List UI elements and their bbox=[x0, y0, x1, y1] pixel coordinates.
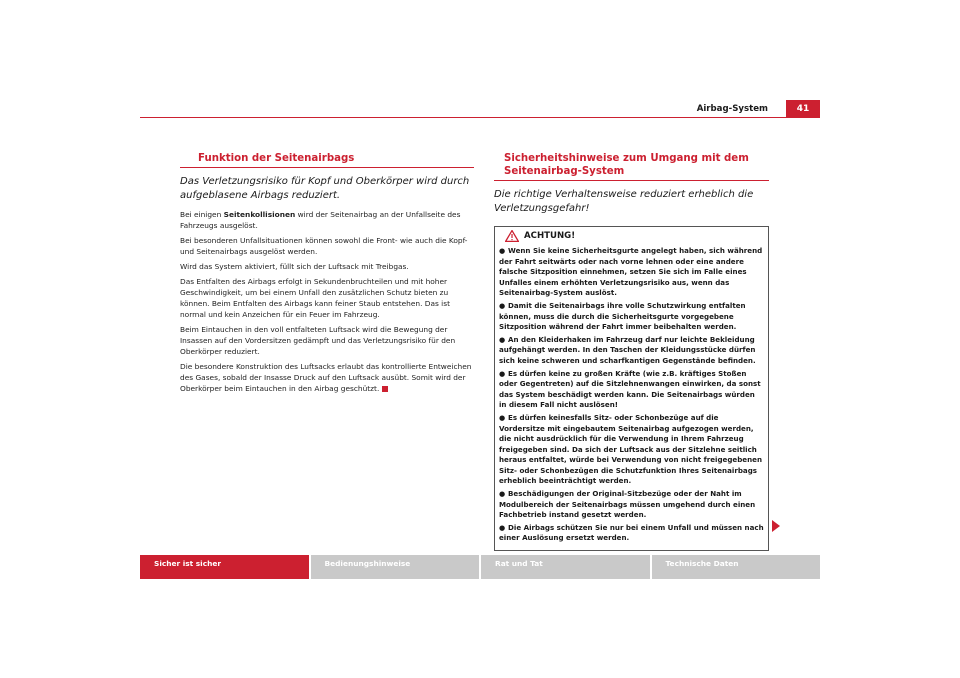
bullet-icon: ● bbox=[499, 368, 506, 378]
warning-item bbox=[499, 369, 764, 411]
warning-item bbox=[499, 523, 764, 544]
warning-item-text: Damit die Seitenairbags ihre volle Schutzwirkung entfalten können, muss die durch die Sicherheitsgurte vorgegebene Sitzposition während der Fahrt immer beibehalten werden. bbox=[499, 300, 746, 332]
next-page-arrow-icon[interactable] bbox=[772, 520, 780, 532]
warning-item bbox=[499, 301, 764, 333]
p1-prefix: Bei einigen bbox=[180, 210, 224, 219]
p1-bold-term: Seitenkollisionen bbox=[223, 210, 296, 219]
end-of-section-icon bbox=[382, 386, 388, 392]
footer-tab-bedienung[interactable]: Bedienungshinweise bbox=[311, 555, 480, 579]
left-column bbox=[180, 152, 474, 398]
bullet-icon: ● bbox=[499, 412, 506, 422]
paragraph-4: Das Entfalten des Airbags erfolgt in Sekundenbruchteilen und mit hoher Geschwindigkeit, um bei einem Unfall den zusätzlichen Schutz bieten zu können. Beim Entfalten des Airbags kann feiner Staub entstehen. Das ist normal und kein Anzeichen für ein Feuer im Fahrzeug. bbox=[180, 277, 450, 319]
paragraph-3: Wird das System aktiviert, füllt sich der Luftsack mit Treibgas. bbox=[180, 262, 409, 271]
bullet-icon: ● bbox=[499, 300, 506, 310]
warning-triangle-icon bbox=[505, 230, 519, 242]
warning-item bbox=[499, 413, 764, 487]
section-lead: Das Verletzungsrisiko für Kopf und Oberkörper wird durch aufgeblasene Airbags reduziert. bbox=[180, 176, 470, 201]
footer-tab-technische-daten[interactable]: Technische Daten bbox=[652, 555, 821, 579]
footer-nav bbox=[140, 555, 820, 579]
section-heading-safety-notes: Sicherheitshinweise zum Umgang mit dem Seitenairbag-System bbox=[494, 152, 769, 181]
paragraph-1 bbox=[180, 209, 474, 231]
warning-item-text: Es dürfen keinesfalls Sitz- oder Schonbezüge auf die Vordersitze mit eingebautem Seitenairbag aufgezogen werden, die nicht ausdrücklich für die Verwendung in Ihrem Fahrzeug freigegeben sind. Da sich der Luftsack aus der Sitzlehne seitlich heraus entfaltet, würde bei Verwendung von nicht freigegebenen Sitz- oder Schonbezügen die Schutzfunktion Ihres Seitenairbags erheblich beeinträchtigt werden. bbox=[499, 412, 763, 486]
warning-title: ACHTUNG! bbox=[524, 231, 576, 241]
header-rule bbox=[140, 117, 820, 118]
warning-item bbox=[499, 489, 764, 521]
warning-item-text: An den Kleiderhaken im Fahrzeug darf nur leichte Bekleidung aufgehängt werden. In den Taschen der Kleidungsstücke dürfen sich keine schweren und scharfkantigen Gegenstände befinden. bbox=[499, 334, 756, 365]
bullet-icon: ● bbox=[499, 522, 506, 532]
right-column bbox=[494, 152, 769, 551]
paragraph-2: Bei besonderen Unfallsituationen können sowohl die Front- wie auch die Kopf- und Seitenairbags ausgelöst werden. bbox=[180, 236, 468, 256]
warning-item-text: Beschädigungen der Original-Sitzbezüge oder der Naht im Modulbereich der Seitenairbags müssen umgehend durch einen Fachbetrieb instand gesetzt werden. bbox=[499, 489, 756, 520]
warning-header bbox=[499, 230, 764, 242]
running-header-title: Airbag-System bbox=[696, 104, 768, 114]
footer-tab-rat-und-tat[interactable]: Rat und Tat bbox=[481, 555, 650, 579]
bullet-icon: ● bbox=[499, 489, 506, 499]
p1-suffix: wird der Seitenairbag an der Unfallseite des Fahrzeugs ausgelöst. bbox=[180, 210, 461, 230]
footer-tab-sicher[interactable]: Sicher ist sicher bbox=[140, 555, 309, 579]
p6-text: Die besondere Konstruktion des Luftsacks erlaubt das kontrollierte Entweichen des Gases, sobald der Insasse Druck auf den Luftsack ausübt. Somit wird der Oberkörper beim Eintauchen in den Airbag geschützt. bbox=[180, 362, 472, 393]
section-lead-right: Die richtige Verhaltensweise reduziert erheblich die Verletzungsgefahr! bbox=[494, 189, 754, 214]
paragraph-5: Beim Eintauchen in den voll entfalteten Luftsack wird die Bewegung der Insassen auf den Vordersitzen gedämpft und das Verletzungsrisiko für den Oberkörper reduziert. bbox=[180, 325, 456, 356]
section-heading-side-airbags: Funktion der Seitenairbags bbox=[180, 152, 474, 168]
warning-item-text: Die Airbags schützen Sie nur bei einem Unfall und müssen nach einer Auslösung ersetzt werden. bbox=[499, 522, 764, 543]
bullet-icon: ● bbox=[499, 334, 506, 344]
paragraph-6 bbox=[180, 361, 474, 394]
warning-item-text: Es dürfen keine zu großen Kräfte (wie z.B. kräftiges Stoßen oder Gegentreten) auf die Sitzlehnenwangen einwirken, da sonst das System beschädigt werden kann. Die Seitenairbags würden in diesem Fall nicht auslösen! bbox=[499, 368, 761, 410]
page-number: 41 bbox=[786, 100, 820, 118]
warning-item-text: Wenn Sie keine Sicherheitsgurte angelegt haben, sich während der Fahrt seitwärts oder nach vorne lehnen oder eine andere falsche Sitzposition einnehmen, setzen Sie sich im Falle eines Unfalles einem erhöhten Verletzungsrisiko aus, wenn das Seitenairbag-System auslöst. bbox=[499, 246, 763, 298]
warning-item bbox=[499, 246, 764, 299]
bullet-icon: ● bbox=[499, 246, 506, 255]
warning-item bbox=[499, 335, 764, 367]
warning-box bbox=[494, 226, 769, 551]
